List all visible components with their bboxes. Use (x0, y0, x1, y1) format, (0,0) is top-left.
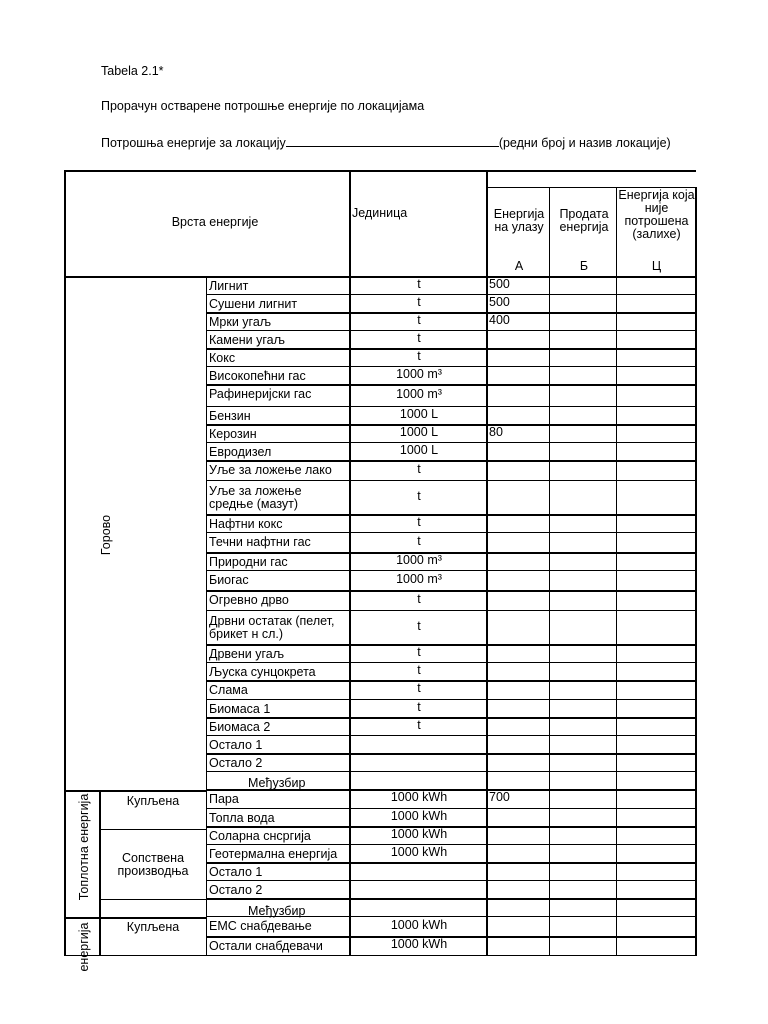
row-value-unused[interactable] (619, 386, 693, 406)
row-value-unused[interactable] (619, 791, 693, 808)
row-unit: t (417, 645, 421, 659)
row-value-unused[interactable] (619, 482, 693, 514)
grid-line (206, 735, 696, 736)
row-value-sold[interactable] (552, 386, 614, 406)
row-unit: t (417, 488, 421, 503)
grid-line (549, 187, 550, 956)
row-unit: 1000 kWh (390, 917, 448, 932)
row-unit: 1000 m³ (396, 571, 442, 586)
row-value-sold[interactable] (552, 516, 614, 532)
row-value-unused[interactable] (619, 444, 693, 460)
row-value-input[interactable]: 500 (489, 295, 510, 309)
row-energy-name: Остало 1 (209, 865, 263, 879)
row-unit: 1000 m³ (396, 386, 442, 401)
row-value-unused[interactable] (619, 350, 693, 366)
row-energy-name: Биогас (209, 573, 249, 587)
grid-line (206, 662, 696, 663)
col-header-unused: Енергија која није потрошена (залихе) (618, 188, 695, 241)
row-energy-name: Дрвени угаљ (209, 647, 285, 661)
col-letter-b: Б (579, 259, 589, 273)
grid-line (206, 699, 696, 700)
row-energy-name: Рафинеријски гас (209, 387, 312, 401)
grid-line (206, 330, 696, 331)
row-value-input[interactable] (489, 572, 547, 590)
group-label-heat: Топлотна енергија (77, 793, 91, 901)
row-energy-name: Керозин (209, 427, 257, 441)
row-unit: 1000 L (399, 425, 439, 439)
row-energy-name: Остало 2 (209, 756, 263, 770)
location-prefix: Потрошња енергије за локацију (101, 136, 286, 150)
row-unit: t (417, 663, 421, 677)
row-value-input[interactable] (489, 462, 547, 480)
row-energy-name: Пара (209, 792, 239, 806)
row-value-input[interactable]: 80 (489, 425, 503, 439)
row-value-unused[interactable] (619, 646, 693, 662)
row-energy-name-line: брикет н сл.) (209, 627, 283, 641)
col-header-type: Врста енергије (171, 215, 259, 229)
row-value-input[interactable] (489, 646, 547, 662)
row-energy-name: Геотермална енергија (209, 847, 338, 861)
row-value-input[interactable] (489, 534, 547, 552)
row-unit: t (417, 313, 421, 327)
grid-line (64, 955, 696, 956)
row-value-unused[interactable] (619, 846, 693, 862)
row-energy-name: Мрки угаљ (209, 315, 272, 329)
row-energy-name: Огревно дрво (209, 593, 289, 607)
row-value-sold[interactable] (552, 592, 614, 610)
grid-line (206, 277, 207, 956)
row-value-input[interactable] (489, 368, 547, 384)
row-value-sold[interactable] (552, 701, 614, 717)
subtotal-heat: Међузбир (248, 904, 306, 918)
row-value-sold[interactable] (552, 737, 614, 753)
subgroup-purchased-el: Купљена (126, 920, 180, 934)
row-unit: 1000 kWh (390, 809, 448, 823)
row-value-input[interactable] (489, 332, 547, 348)
row-unit: 1000 L (399, 407, 439, 421)
row-value-unused[interactable] (619, 314, 693, 330)
row-value-unused[interactable] (619, 719, 693, 735)
row-value-input[interactable] (489, 864, 547, 880)
row-energy-name-line: Дрвни остатак (пелет, (209, 614, 335, 628)
row-unit: t (417, 277, 421, 291)
row-value-input[interactable] (489, 701, 547, 717)
col-header-sold: Продата енергија (559, 207, 609, 234)
row-energy-name: Евродизел (209, 445, 272, 459)
row-energy-name: Биомаса 1 (209, 702, 271, 716)
subgroup-own-production: Сопствена производња (117, 851, 189, 878)
row-value-sold[interactable] (552, 534, 614, 552)
row-unit: 1000 kWh (390, 790, 448, 804)
row-value-input[interactable] (489, 664, 547, 680)
row-value-sold[interactable] (552, 846, 614, 862)
subtotal-fuel: Међузбир (248, 776, 306, 790)
row-value-unused[interactable] (619, 296, 693, 312)
row-unit: 1000 kWh (390, 845, 448, 859)
row-energy-name: Љуска сунцокрета (209, 665, 316, 679)
row-value-sold[interactable] (552, 719, 614, 735)
grid-line (64, 170, 66, 278)
row-value-unused[interactable] (619, 462, 693, 480)
row-value-input[interactable] (489, 592, 547, 610)
grid-line (695, 187, 697, 956)
row-value-unused[interactable] (619, 864, 693, 880)
row-value-input[interactable] (489, 737, 547, 753)
grid-line (206, 570, 696, 571)
row-unit: t (417, 295, 421, 309)
row-value-unused[interactable] (619, 882, 693, 898)
subgroup-purchased-heat: Купљена (126, 794, 180, 808)
row-unit: t (417, 461, 421, 476)
grid-line (64, 790, 66, 956)
row-value-sold[interactable] (552, 755, 614, 771)
location-blank-field[interactable] (286, 134, 499, 147)
row-value-input[interactable]: 700 (489, 790, 510, 804)
row-energy-name: Сушени лигнит (209, 297, 298, 311)
row-value-input[interactable] (489, 516, 547, 532)
row-unit: 1000 kWh (390, 827, 448, 841)
grid-line (64, 277, 66, 791)
row-energy-name-line: средње (мазут) (209, 497, 299, 511)
row-value-sold[interactable] (552, 664, 614, 680)
col-header-unit: Јединица (352, 206, 408, 220)
row-unit: t (417, 533, 421, 548)
row-value-input[interactable] (489, 938, 547, 955)
grid-line (206, 532, 696, 533)
row-energy-name-line: Уље за ложење (209, 484, 302, 498)
grid-line (206, 406, 696, 407)
row-energy-name: Топла вода (209, 811, 275, 825)
row-energy-name: Остало 2 (209, 883, 263, 897)
row-energy-name: Биомаса 2 (209, 720, 271, 734)
row-value-sold[interactable] (552, 350, 614, 366)
row-value-unused[interactable] (619, 426, 693, 442)
row-energy-name: Течни нафтни гас (209, 535, 311, 549)
row-value-input[interactable] (489, 719, 547, 735)
row-value-sold[interactable] (552, 278, 614, 294)
grid-line (99, 829, 207, 830)
row-unit: t (417, 331, 421, 345)
col-letter-a: А (514, 259, 524, 273)
row-value-sold[interactable] (552, 332, 614, 348)
row-value-sold[interactable] (552, 482, 614, 514)
row-unit: t (417, 515, 421, 529)
grid-line (349, 170, 351, 956)
row-value-input[interactable] (489, 810, 547, 826)
row-value-input[interactable] (489, 386, 547, 406)
grid-line (206, 610, 696, 611)
row-value-sold[interactable] (552, 426, 614, 442)
row-value-unused[interactable] (619, 592, 693, 610)
row-value-unused[interactable] (619, 737, 693, 753)
row-value-unused[interactable] (619, 554, 693, 570)
row-value-unused[interactable] (619, 918, 693, 936)
row-value-sold[interactable] (552, 612, 614, 644)
location-line (101, 134, 671, 150)
row-value-unused[interactable] (619, 828, 693, 844)
row-value-input[interactable] (489, 882, 547, 898)
row-value-sold[interactable] (552, 682, 614, 699)
row-energy-name: Кокс (209, 351, 236, 365)
row-value-unused[interactable] (619, 408, 693, 424)
row-unit: t (417, 681, 421, 695)
table-id: Tabela 2.1* (101, 64, 164, 78)
col-letter-c: Ц (651, 259, 662, 273)
row-energy-name: Слама (209, 683, 248, 697)
row-value-unused[interactable] (619, 810, 693, 826)
row-value-unused[interactable] (619, 368, 693, 384)
row-energy-name (209, 615, 334, 641)
row-value-sold[interactable] (552, 462, 614, 480)
row-value-unused[interactable] (619, 612, 693, 644)
row-value-sold[interactable] (552, 938, 614, 955)
grid-line (64, 917, 207, 919)
row-unit: t (417, 718, 421, 732)
row-value-sold[interactable] (552, 646, 614, 662)
grid-line (206, 480, 696, 481)
row-energy-name: Нафтни кокс (209, 517, 283, 531)
row-value-unused[interactable] (619, 938, 693, 955)
row-value-sold[interactable] (552, 296, 614, 312)
row-energy-name: Природни гас (209, 555, 288, 569)
row-unit: t (417, 700, 421, 714)
row-value-sold[interactable] (552, 791, 614, 808)
row-energy-name: Остали снабдевачи (209, 939, 323, 953)
row-unit: 1000 m³ (396, 553, 442, 567)
location-suffix: (редни број и назив локације) (498, 136, 671, 150)
row-energy-name: Камени угаљ (209, 333, 285, 347)
row-value-sold[interactable] (552, 572, 614, 590)
row-value-unused[interactable] (619, 534, 693, 552)
row-value-unused[interactable] (619, 278, 693, 294)
row-value-input[interactable]: 500 (489, 277, 510, 291)
row-value-sold[interactable] (552, 408, 614, 424)
row-value-sold[interactable] (552, 368, 614, 384)
grid-line (486, 170, 488, 956)
row-value-unused[interactable] (619, 516, 693, 532)
row-energy-name: Соларна снсргија (209, 829, 311, 843)
row-unit: 1000 m³ (396, 367, 442, 381)
grid-line (206, 898, 696, 900)
grid-line (99, 899, 207, 900)
row-value-sold[interactable] (552, 444, 614, 460)
row-value-input[interactable] (489, 828, 547, 844)
grid-line (206, 294, 696, 295)
row-energy-name: Лигнит (209, 279, 249, 293)
row-value-input[interactable] (489, 554, 547, 570)
row-unit: t (417, 618, 421, 633)
grid-line (206, 771, 696, 772)
row-unit: 1000 kWh (390, 937, 448, 951)
row-value-sold[interactable] (552, 554, 614, 570)
page-title: Прорачун остварене потрошње енергије по локацијама (101, 99, 425, 113)
row-energy-name: Уље за ложење лако (209, 463, 332, 477)
row-value-sold[interactable] (552, 828, 614, 844)
row-unit: t (417, 349, 421, 363)
row-energy-name: ЕМС снабдевање (209, 919, 312, 933)
grid-line (206, 880, 696, 881)
row-value-input[interactable] (489, 444, 547, 460)
row-value-input[interactable] (489, 755, 547, 771)
row-value-unused[interactable] (619, 682, 693, 699)
group-label-electricity: енергија (77, 922, 91, 972)
row-value-input[interactable] (489, 846, 547, 862)
row-value-unused[interactable] (619, 332, 693, 348)
row-value-input[interactable] (489, 612, 547, 644)
grid-line (616, 187, 617, 956)
group-label-fuel: Горово (99, 514, 113, 556)
grid-line (64, 170, 696, 172)
row-value-sold[interactable] (552, 918, 614, 936)
row-value-input[interactable]: 400 (489, 313, 510, 327)
row-value-input[interactable] (489, 682, 547, 699)
row-energy-name: Остало 1 (209, 738, 263, 752)
col-header-input: Енергија на улазу (493, 207, 545, 234)
grid-line (206, 442, 696, 443)
grid-line (206, 844, 696, 845)
row-value-unused[interactable] (619, 755, 693, 771)
grid-line (206, 808, 696, 809)
row-value-unused[interactable] (619, 572, 693, 590)
row-value-unused[interactable] (619, 701, 693, 717)
row-energy-name: Бензин (209, 409, 251, 423)
row-unit: 1000 L (399, 443, 439, 457)
row-value-input[interactable] (489, 350, 547, 366)
row-value-input[interactable] (489, 482, 547, 514)
row-energy-name: Високопећни гас (209, 369, 306, 383)
row-value-input[interactable] (489, 918, 547, 936)
row-value-sold[interactable] (552, 314, 614, 330)
row-value-sold[interactable] (552, 810, 614, 826)
row-value-sold[interactable] (552, 864, 614, 880)
row-energy-name (209, 485, 302, 511)
row-value-input[interactable] (489, 408, 547, 424)
row-value-unused[interactable] (619, 664, 693, 680)
row-value-sold[interactable] (552, 882, 614, 898)
row-unit: t (417, 591, 421, 606)
grid-line (206, 366, 696, 367)
